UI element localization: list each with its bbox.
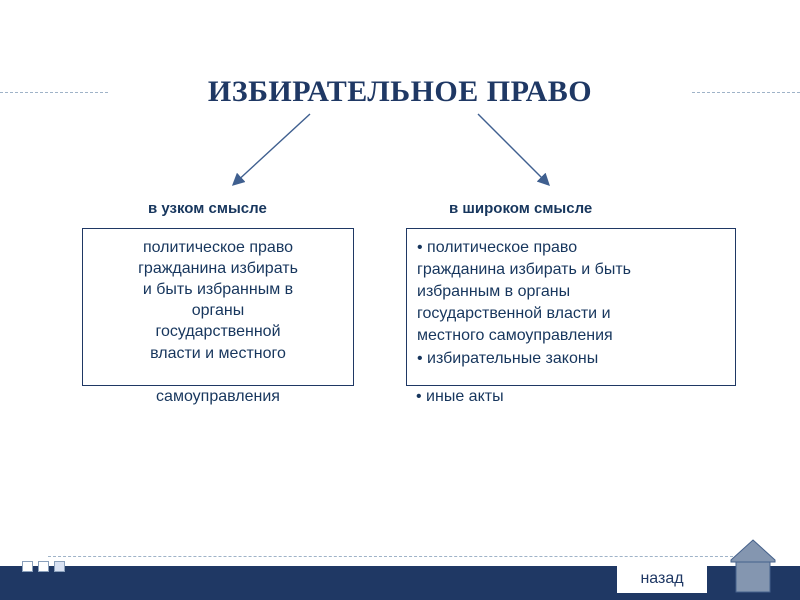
footer-rule — [48, 556, 738, 557]
back-button[interactable]: назад — [617, 565, 707, 593]
wide-line: избранным в органы — [417, 283, 571, 301]
wide-line: гражданина избирать и быть — [417, 261, 631, 279]
narrow-line: и быть избранным в — [142, 281, 294, 299]
wide-line: • политическое право — [417, 239, 578, 256]
narrow-line: гражданина избирать — [138, 260, 298, 278]
branch-label-narrow: в узком смысле — [148, 200, 267, 217]
definition-box-wide — [406, 228, 736, 386]
square-icon — [22, 561, 33, 572]
narrow-line: власти и местного — [150, 344, 286, 362]
narrow-line: политическое право — [142, 239, 294, 256]
home-shape-icon[interactable] — [730, 538, 776, 596]
wide-line: местного самоуправления — [417, 327, 613, 345]
square-icon — [54, 561, 65, 572]
square-icon — [38, 561, 49, 572]
page-title: ИЗБИРАТЕЛЬНОЕ ПРАВО — [207, 75, 593, 108]
narrow-line: органы — [191, 302, 245, 320]
narrow-line: государственной — [155, 323, 281, 341]
definition-box-narrow — [82, 228, 354, 386]
title-rule-left — [0, 92, 108, 93]
branch-label-wide: в широком смысле — [449, 200, 593, 217]
title-rule-right — [692, 92, 800, 93]
wide-overflow-line: • иные акты — [416, 388, 504, 405]
wide-line: государственной власти и — [417, 305, 611, 323]
narrow-overflow-line: самоуправления — [156, 388, 280, 405]
wide-line: • избирательные законы — [417, 349, 599, 367]
footer-decoration — [22, 560, 68, 574]
connector-arrows — [0, 100, 800, 210]
